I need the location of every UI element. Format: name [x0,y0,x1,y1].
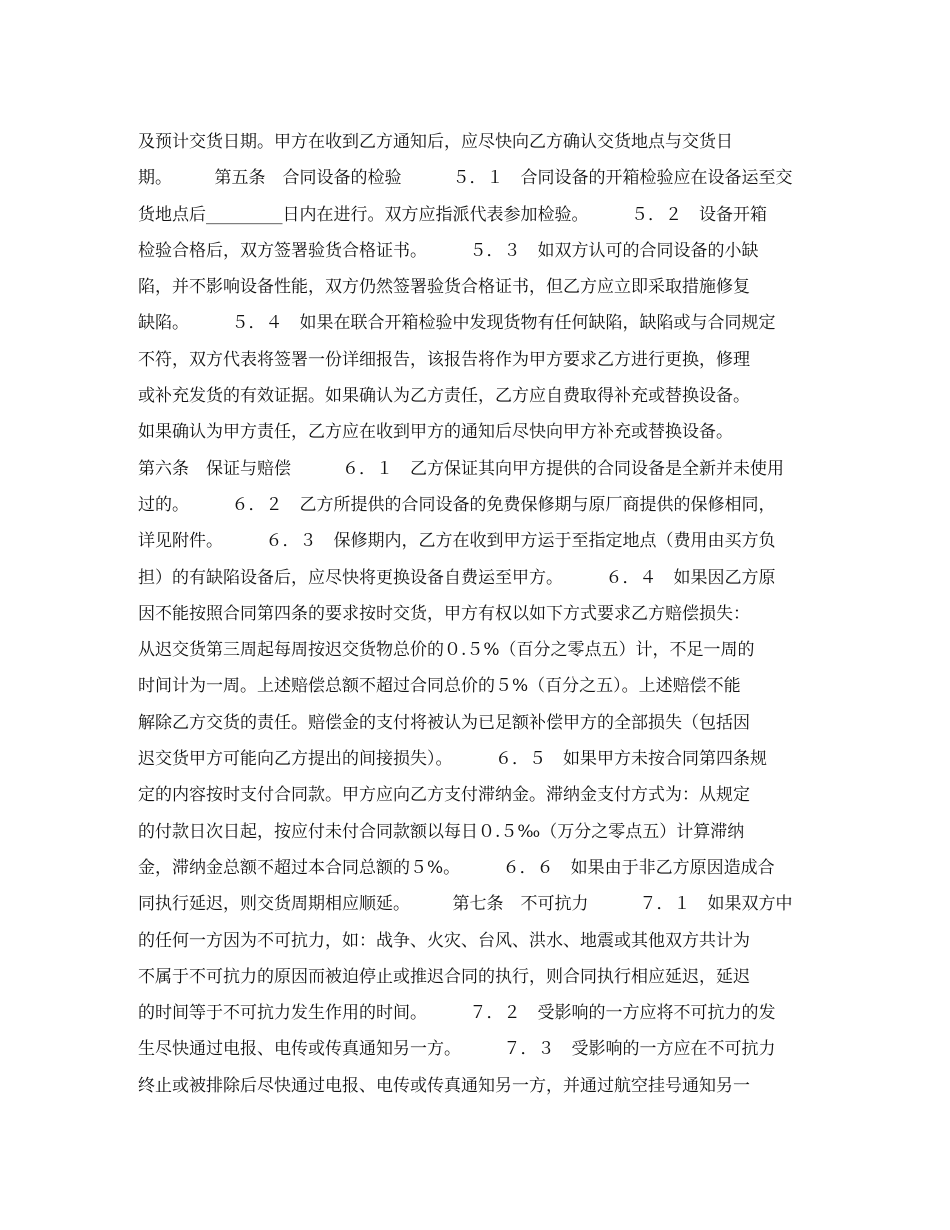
text-line: 的时间等于不可抗力发生作用的时间。 ７．２ 受影响的一方应将不可抗力的发 [138,1003,776,1024]
text-line: 金，滞纳金总额不超过本合同总额的５%。 ６．６ 如果由于非乙方原因造成合 [138,857,775,878]
text-line: 期。 第五条 合同设备的检验 ５．１ 合同设备的开箱检验应在设备运至交 [138,168,793,189]
text-line: 时间计为一周。上述赔偿总额不超过合同总价的５%（百分之五）。上述赔偿不能 [138,676,741,697]
text-line: 从迟交货第三周起每周按迟交货物总价的０.５%（百分之零点五）计，不足一周的 [138,640,755,661]
text-line: 同执行延迟，则交货周期相应顺延。 第七条 不可抗力 ７．１ 如果双方中 [138,894,793,915]
text-line: 的付款日次日起，按应付未付合同款额以每日０.５‰（万分之零点五）计算滞纳 [138,821,745,842]
text-line: 生尽快通过电报、电传或传真通知另一方。 ７．３ 受影响的一方应在不可抗力 [138,1039,776,1060]
text-line: 详见附件。 ６．３ 保修期内，乙方在收到甲方运于至指定地点（费用由买方负 [138,531,776,552]
text-line: 缺陷。 ５．４ 如果在联合开箱检验中发现货物有任何缺陷，缺陷或与合同规定 [138,313,776,334]
text-line: 货地点后_________日内在进行。双方应指派代表参加检验。 ５．２ 设备开箱 [138,204,767,225]
text-line: 不符，双方代表将签署一份详细报告，该报告将作为甲方要求乙方进行更换，修理 [138,349,750,370]
text-line: 检验合格后，双方签署验货合格证书。 ５．３ 如双方认可的合同设备的小缺 [138,240,759,261]
text-line: 终止或被排除后尽快通过电报、电传或传真通知另一方，并通过航空挂号通知另一 [138,1075,750,1096]
text-line: 或补充发货的有效证据。如果确认为乙方责任，乙方应自费取得补充或替换设备。 [138,386,750,407]
text-line: 及预计交货日期。甲方在收到乙方通知后，应尽快向乙方确认交货地点与交货日 [138,132,733,152]
text-line: 迟交货甲方可能向乙方提出的间接损失）。 ６．５ 如果甲方未按合同第四条规 [138,749,767,770]
text-line: 过的。 ６．２ 乙方所提供的合同设备的免费保修期与原厂商提供的保修相同， [138,494,776,515]
text-line: 第六条 保证与赔偿 ６．１ 乙方保证其向甲方提供的合同设备是全新并未使用 [138,458,784,479]
text-line: 因不能按照合同第四条的要求按时交货，甲方有权以如下方式要求乙方赔偿损失： [138,603,750,624]
text-line: 不属于不可抗力的原因而被迫停止或推迟合同的执行，则合同执行相应延迟，延迟 [138,966,750,987]
text-line: 解除乙方交货的责任。赔偿金的支付将被认为已足额补偿甲方的全部损失（包括因 [138,712,750,733]
text-line: 如果确认为甲方责任，乙方应在收到甲方的通知后尽快向甲方补充或替换设备。 [138,422,733,443]
text-line: 陷，并不影响设备性能，双方仍然签署验货合格证书，但乙方应立即采取措施修复 [138,277,750,298]
text-line: 担）的有缺陷设备后，应尽快将更换设备自费运至甲方。 ６．４ 如果因乙方原 [138,567,776,588]
text-line: 的任何一方因为不可抗力，如：战争、火灾、台风、洪水、地震或其他双方共计为 [138,930,750,951]
text-line: 定的内容按时支付合同款。甲方应向乙方支付滞纳金。滞纳金支付方式为：从规定 [138,785,750,806]
contract-body-text [138,124,818,1104]
